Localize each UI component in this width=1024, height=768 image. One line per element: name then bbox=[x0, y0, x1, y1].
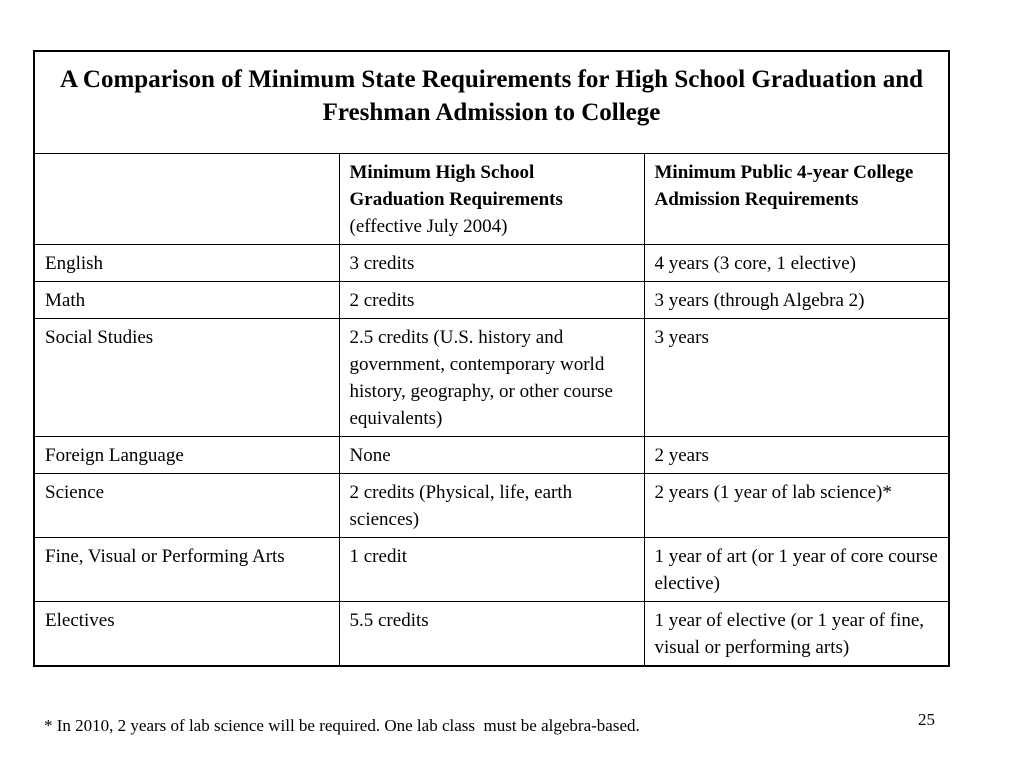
hs-cell: 2 credits (Physical, life, earth sciences) bbox=[339, 474, 644, 538]
hs-cell: None bbox=[339, 437, 644, 474]
subject-cell: Fine, Visual or Performing Arts bbox=[34, 538, 339, 602]
college-cell: 3 years (through Algebra 2) bbox=[644, 282, 949, 319]
header-hs-graduation bbox=[339, 154, 644, 245]
table-row bbox=[34, 319, 949, 437]
subject-cell: Math bbox=[34, 282, 339, 319]
subject-cell: Foreign Language bbox=[34, 437, 339, 474]
header-row bbox=[34, 154, 949, 245]
college-cell: 4 years (3 core, 1 elective) bbox=[644, 245, 949, 282]
slide-title: A Comparison of Minimum State Requirements for High School Graduation and Freshman Admission to College bbox=[59, 66, 924, 126]
requirements-table bbox=[33, 50, 950, 667]
table-row bbox=[34, 245, 949, 282]
header-subject bbox=[34, 154, 339, 245]
hs-cell: 2 credits bbox=[339, 282, 644, 319]
table-row bbox=[34, 474, 949, 538]
subject-cell: English bbox=[34, 245, 339, 282]
college-cell: 2 years (1 year of lab science)* bbox=[644, 474, 949, 538]
page-number: 25 bbox=[918, 710, 935, 729]
subject-cell: Electives bbox=[34, 602, 339, 667]
subject-cell: Science bbox=[34, 474, 339, 538]
college-cell: 3 years bbox=[644, 319, 949, 437]
header-college-title: Minimum Public 4-year College Admission Requirements bbox=[654, 162, 914, 210]
table-row bbox=[34, 282, 949, 319]
college-cell: 2 years bbox=[644, 437, 949, 474]
header-college-admission bbox=[644, 154, 949, 245]
footnote: * In 2010, 2 years of lab science will be required. One lab class must be algebra-based. bbox=[44, 716, 640, 735]
hs-cell: 1 credit bbox=[339, 538, 644, 602]
header-hs-title: Minimum High School Graduation Requirements bbox=[349, 162, 563, 210]
table-row bbox=[34, 602, 949, 667]
hs-cell: 3 credits bbox=[339, 245, 644, 282]
header-hs-subtitle: (effective July 2004) bbox=[349, 216, 508, 237]
table-row bbox=[34, 538, 949, 602]
table-row bbox=[34, 437, 949, 474]
college-cell: 1 year of elective (or 1 year of fine, visual or performing arts) bbox=[644, 602, 949, 667]
college-cell: 1 year of art (or 1 year of core course elective) bbox=[644, 538, 949, 602]
hs-cell: 2.5 credits (U.S. history and government, contemporary world history, geography, or other course equivalents) bbox=[339, 319, 644, 437]
hs-cell: 5.5 credits bbox=[339, 602, 644, 667]
subject-cell: Social Studies bbox=[34, 319, 339, 437]
title-row bbox=[34, 51, 949, 154]
title-cell bbox=[34, 51, 949, 154]
